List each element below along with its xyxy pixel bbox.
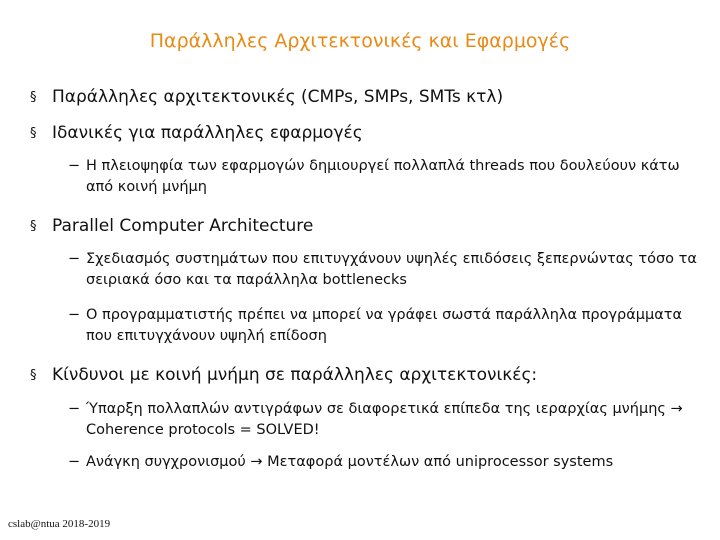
bullet-text: Parallel Computer Architecture [52, 216, 314, 236]
bullet-text: Παράλληλες αρχιτεκτονικές (CMPs, SMPs, SMTs κτλ) [52, 87, 504, 107]
bullet-marker-icon: § [30, 126, 37, 141]
sub-bullet-text: Ανάγκη συγχρονισμού → Μεταφορά μοντέλων από uniprocessor systems [86, 454, 614, 470]
sub-bullet-text: Ο προγραμματιστής πρέπει να μπορεί να γράφει σωστά παράλληλα προγράμματα που επιτυγχάνουν υψηλή επίδοση [86, 307, 683, 344]
bullet-item [30, 122, 363, 145]
dash-marker-icon: − [68, 158, 81, 174]
bullet-item [30, 364, 537, 387]
sub-bullet-text: Η πλειοψηφία των εφαρμογών δημιουργεί πολλαπλά threads που δουλεύουν κάτω από κοινή μνήμη [86, 158, 680, 195]
bullet-marker-icon: § [30, 90, 37, 105]
dash-marker-icon: − [68, 251, 81, 267]
sub-bullet-text: Σχεδιασμός συστημάτων που επιτυγχάνουν υψηλές επιδόσεις ξεπερνώντας τόσο τα σειριακά όσο και τα παράλληλα bottlenecks [86, 251, 697, 288]
bullet-marker-icon: § [30, 368, 37, 383]
bullet-item [30, 215, 313, 238]
sub-bullet-item [68, 156, 708, 198]
sub-bullet-item [68, 452, 708, 473]
sub-bullet-text: Ύπαρξη πολλαπλών αντιγράφων σε διαφορετικά επίπεδα της ιεραρχίας μνήμης → Coherence protocols = SOLVED! [86, 401, 683, 438]
bullet-text: Κίνδυνοι με κοινή μνήμη σε παράλληλες αρχιτεκτονικές: [52, 365, 538, 385]
sub-bullet-item [68, 249, 708, 291]
footer-text: cslab@ntua 2018-2019 [8, 518, 111, 530]
sub-bullet-item [68, 305, 708, 347]
bullet-item [30, 86, 503, 109]
bullet-text: Ιδανικές για παράλληλες εφαρμογές [52, 123, 363, 143]
dash-marker-icon: − [68, 454, 81, 470]
sub-bullet-item [68, 399, 708, 441]
dash-marker-icon: − [68, 401, 81, 417]
bullet-marker-icon: § [30, 219, 37, 234]
dash-marker-icon: − [68, 307, 81, 323]
slide-title: Παράλληλες Αρχιτεκτονικές και Εφαρμογές [149, 30, 571, 52]
